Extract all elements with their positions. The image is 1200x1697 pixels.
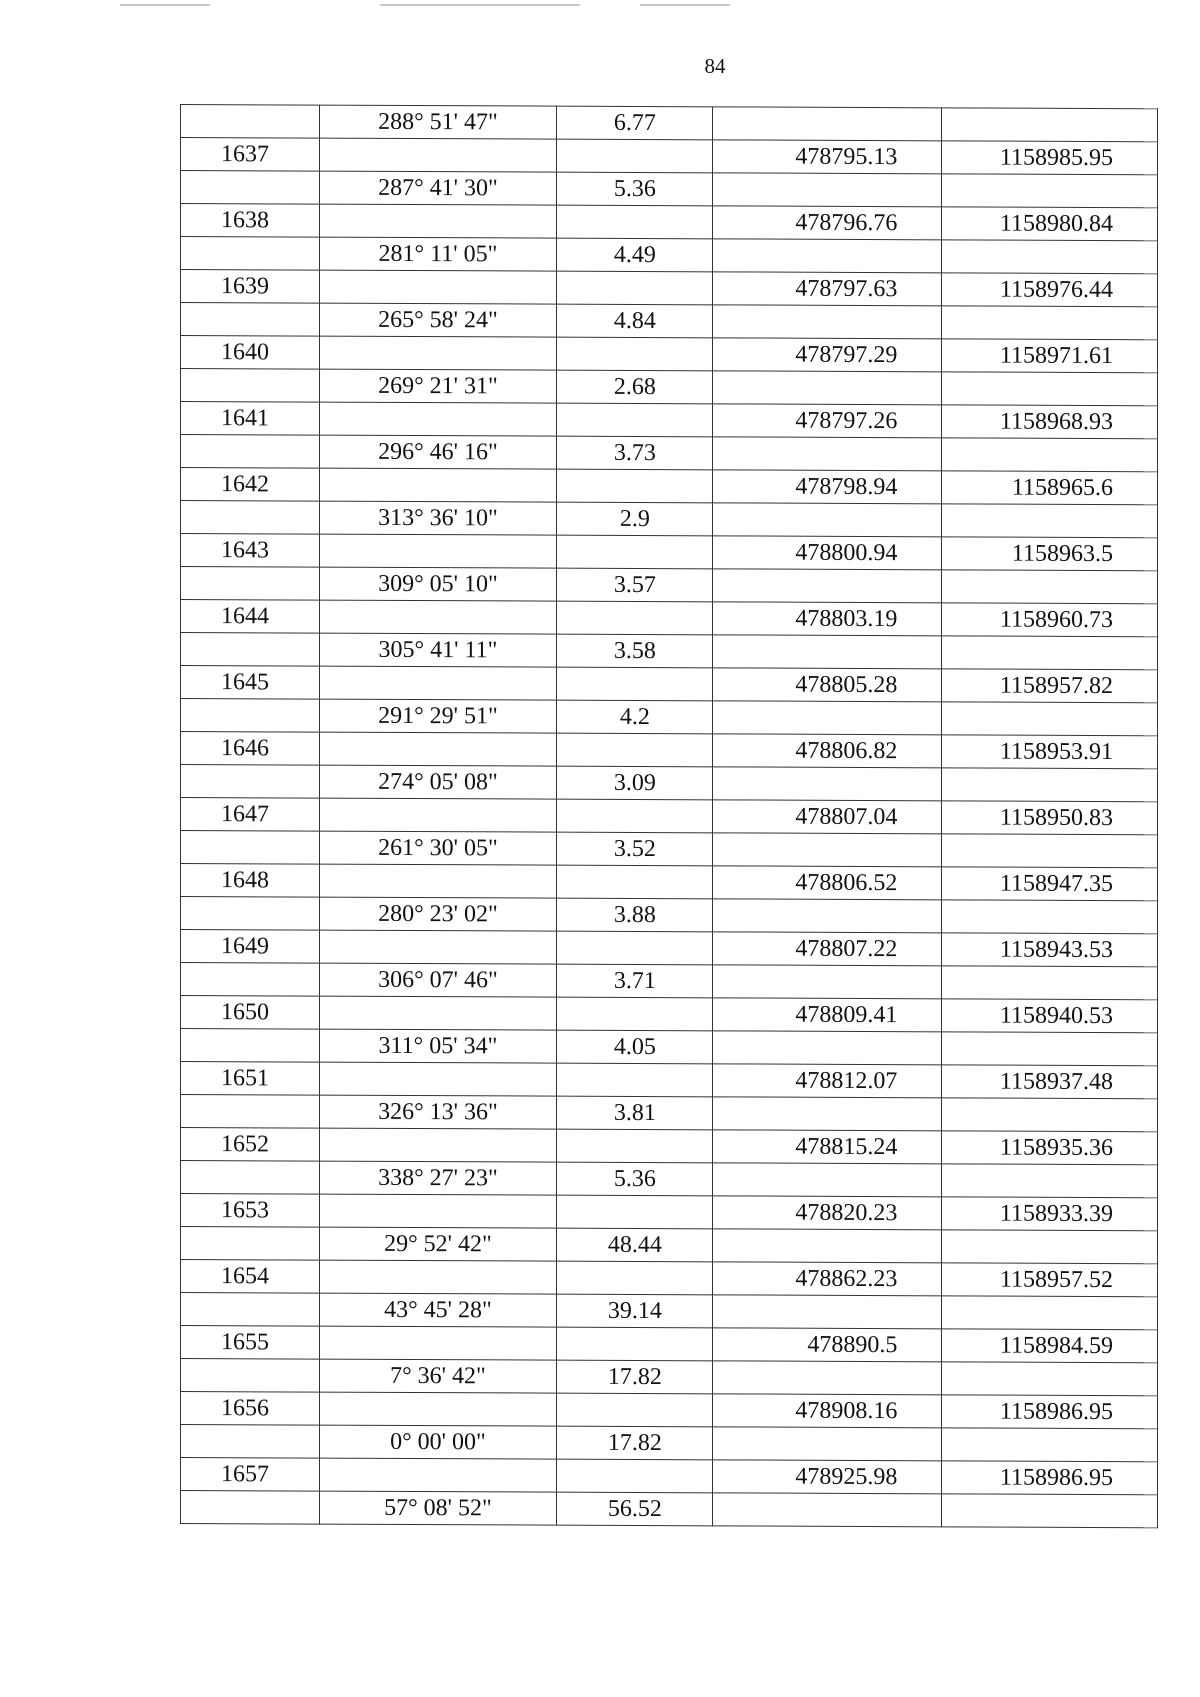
easting-cell: 1158957.52 bbox=[942, 1263, 1158, 1297]
northing-cell bbox=[713, 1295, 942, 1329]
bearing-cell: 29° 52' 42" bbox=[319, 1227, 557, 1261]
scan-artifact bbox=[640, 4, 730, 6]
bearing-cell bbox=[319, 1392, 557, 1426]
easting-cell: 1158986.95 bbox=[942, 1461, 1158, 1495]
distance-cell bbox=[557, 139, 713, 173]
easting-cell bbox=[942, 702, 1158, 736]
bearing-cell: 280° 23' 02" bbox=[319, 897, 557, 931]
point-row bbox=[181, 1062, 1158, 1099]
northing-cell bbox=[713, 1361, 942, 1395]
northing-cell: 478797.63 bbox=[713, 272, 942, 306]
easting-cell: 1158980.84 bbox=[942, 207, 1158, 241]
point-id-cell bbox=[181, 1227, 320, 1261]
distance-cell: 4.84 bbox=[557, 304, 713, 338]
distance-cell bbox=[557, 1393, 713, 1427]
point-row bbox=[181, 798, 1158, 835]
bearing-cell bbox=[319, 1128, 557, 1162]
leg-row bbox=[181, 1293, 1158, 1330]
point-id-cell: 1640 bbox=[181, 336, 320, 370]
bearing-cell bbox=[319, 930, 557, 964]
leg-row bbox=[181, 1029, 1158, 1066]
leg-row bbox=[181, 1095, 1158, 1132]
distance-cell: 4.49 bbox=[557, 238, 713, 272]
distance-cell: 3.71 bbox=[557, 964, 713, 998]
bearing-cell bbox=[319, 270, 557, 304]
leg-row bbox=[181, 303, 1158, 340]
distance-cell: 48.44 bbox=[557, 1228, 713, 1262]
bearing-cell: 261° 30' 05" bbox=[319, 831, 557, 865]
distance-cell: 3.88 bbox=[557, 898, 713, 932]
point-id-cell bbox=[181, 171, 320, 205]
northing-cell: 478925.98 bbox=[713, 1460, 942, 1494]
northing-cell: 478809.41 bbox=[713, 998, 942, 1032]
northing-cell: 478805.28 bbox=[713, 668, 942, 702]
leg-row bbox=[181, 105, 1158, 142]
northing-cell bbox=[713, 1229, 942, 1263]
point-row bbox=[181, 930, 1158, 967]
bearing-cell bbox=[319, 138, 557, 172]
distance-cell: 56.52 bbox=[557, 1492, 713, 1526]
bearing-cell: 265° 58' 24" bbox=[319, 303, 557, 337]
bearing-cell bbox=[319, 534, 557, 568]
distance-cell: 3.58 bbox=[557, 634, 713, 668]
distance-cell: 3.09 bbox=[557, 766, 713, 800]
point-id-cell: 1642 bbox=[181, 468, 320, 502]
bearing-cell: 291° 29' 51" bbox=[319, 699, 557, 733]
point-id-cell bbox=[181, 501, 320, 535]
easting-cell bbox=[942, 1230, 1158, 1264]
bearing-cell: 311° 05' 34" bbox=[319, 1029, 557, 1063]
leg-row bbox=[181, 369, 1158, 406]
easting-cell: 1158953.91 bbox=[942, 735, 1158, 769]
distance-cell bbox=[557, 1063, 713, 1097]
easting-cell bbox=[942, 966, 1158, 1000]
point-row bbox=[181, 1194, 1158, 1231]
easting-cell: 1158940.53 bbox=[942, 999, 1158, 1033]
bearing-cell: 305° 41' 11" bbox=[319, 633, 557, 667]
point-row bbox=[181, 996, 1158, 1033]
northing-cell bbox=[713, 1031, 942, 1065]
point-id-cell: 1644 bbox=[181, 600, 320, 634]
bearing-cell bbox=[319, 798, 557, 832]
easting-cell bbox=[942, 768, 1158, 802]
point-id-cell bbox=[181, 765, 320, 799]
northing-cell: 478908.16 bbox=[713, 1394, 942, 1428]
distance-cell: 4.05 bbox=[557, 1030, 713, 1064]
bearing-cell: 287° 41' 30" bbox=[319, 171, 557, 205]
point-id-cell: 1639 bbox=[181, 270, 320, 304]
northing-cell: 478797.26 bbox=[713, 404, 942, 438]
point-row bbox=[181, 204, 1158, 241]
point-id-cell: 1656 bbox=[181, 1392, 320, 1426]
point-id-cell: 1654 bbox=[181, 1260, 320, 1294]
bearing-cell: 274° 05' 08" bbox=[319, 765, 557, 799]
northing-cell bbox=[713, 833, 942, 867]
distance-cell bbox=[557, 205, 713, 239]
distance-cell: 17.82 bbox=[557, 1360, 713, 1394]
easting-cell: 1158937.48 bbox=[942, 1065, 1158, 1099]
easting-cell: 1158957.82 bbox=[942, 669, 1158, 703]
northing-cell: 478815.24 bbox=[713, 1130, 942, 1164]
easting-cell bbox=[942, 504, 1158, 538]
northing-cell bbox=[713, 1493, 942, 1527]
easting-cell bbox=[942, 1098, 1158, 1132]
distance-cell bbox=[557, 733, 713, 767]
point-id-cell: 1650 bbox=[181, 996, 320, 1030]
easting-cell bbox=[942, 306, 1158, 340]
easting-cell bbox=[942, 108, 1158, 142]
bearing-cell: 269° 21' 31" bbox=[319, 369, 557, 403]
northing-cell: 478795.13 bbox=[713, 140, 942, 174]
point-id-cell bbox=[181, 1359, 320, 1393]
point-row bbox=[181, 1458, 1158, 1495]
bearing-cell: 0° 00' 00" bbox=[319, 1425, 557, 1459]
point-id-cell bbox=[181, 1425, 320, 1459]
distance-cell bbox=[557, 799, 713, 833]
northing-cell bbox=[713, 635, 942, 669]
distance-cell bbox=[557, 469, 713, 503]
point-id-cell: 1651 bbox=[181, 1062, 320, 1096]
point-id-cell: 1649 bbox=[181, 930, 320, 964]
bearing-cell bbox=[319, 1326, 557, 1360]
easting-cell bbox=[942, 834, 1158, 868]
bearing-cell bbox=[319, 336, 557, 370]
distance-cell: 17.82 bbox=[557, 1426, 713, 1460]
northing-cell: 478797.29 bbox=[713, 338, 942, 372]
scan-artifact bbox=[120, 4, 210, 6]
bearing-cell: 57° 08' 52" bbox=[319, 1491, 557, 1525]
easting-cell bbox=[942, 1296, 1158, 1330]
northing-cell bbox=[713, 767, 942, 801]
northing-cell: 478806.82 bbox=[713, 734, 942, 768]
leg-row bbox=[181, 237, 1158, 274]
northing-cell: 478820.23 bbox=[713, 1196, 942, 1230]
easting-cell: 1158984.59 bbox=[942, 1329, 1158, 1363]
point-id-cell: 1652 bbox=[181, 1128, 320, 1162]
northing-cell bbox=[713, 1163, 942, 1197]
leg-row bbox=[181, 1425, 1158, 1462]
point-id-cell bbox=[181, 369, 320, 403]
distance-cell bbox=[557, 601, 713, 635]
northing-cell bbox=[713, 371, 942, 405]
easting-cell: 1158971.61 bbox=[942, 339, 1158, 373]
bearing-cell: 313° 36' 10" bbox=[319, 501, 557, 535]
point-row bbox=[181, 402, 1158, 439]
easting-cell bbox=[942, 900, 1158, 934]
northing-cell: 478800.94 bbox=[713, 536, 942, 570]
easting-cell bbox=[942, 1362, 1158, 1396]
northing-cell bbox=[713, 503, 942, 537]
easting-cell: 1158947.35 bbox=[942, 867, 1158, 901]
point-row bbox=[181, 1128, 1158, 1165]
easting-cell bbox=[942, 636, 1158, 670]
leg-row bbox=[181, 501, 1158, 538]
northing-cell bbox=[713, 1097, 942, 1131]
distance-cell bbox=[557, 865, 713, 899]
point-row bbox=[181, 1326, 1158, 1363]
bearing-cell bbox=[319, 732, 557, 766]
northing-cell: 478806.52 bbox=[713, 866, 942, 900]
distance-cell bbox=[557, 667, 713, 701]
page-number: 84 bbox=[704, 54, 726, 78]
distance-cell: 3.73 bbox=[557, 436, 713, 470]
northing-cell bbox=[713, 701, 942, 735]
easting-cell: 1158985.95 bbox=[942, 141, 1158, 175]
leg-row bbox=[181, 699, 1158, 736]
distance-cell: 5.36 bbox=[557, 172, 713, 206]
bearing-cell: 43° 45' 28" bbox=[319, 1293, 557, 1327]
distance-cell bbox=[557, 997, 713, 1031]
distance-cell bbox=[557, 271, 713, 305]
easting-cell: 1158943.53 bbox=[942, 933, 1158, 967]
leg-row bbox=[181, 171, 1158, 208]
northing-cell bbox=[713, 437, 942, 471]
point-id-cell bbox=[181, 963, 320, 997]
easting-cell bbox=[942, 174, 1158, 208]
point-id-cell bbox=[181, 1161, 320, 1195]
point-row bbox=[181, 1392, 1158, 1429]
bearing-cell bbox=[319, 402, 557, 436]
point-id-cell: 1637 bbox=[181, 138, 320, 172]
bearing-cell: 281° 11' 05" bbox=[319, 237, 557, 271]
leg-row bbox=[181, 831, 1158, 868]
distance-cell bbox=[557, 337, 713, 371]
bearing-cell: 338° 27' 23" bbox=[319, 1161, 557, 1195]
point-id-cell bbox=[181, 105, 320, 139]
point-id-cell: 1648 bbox=[181, 864, 320, 898]
point-row bbox=[181, 1260, 1158, 1297]
northing-cell: 478812.07 bbox=[713, 1064, 942, 1098]
leg-row bbox=[181, 897, 1158, 934]
distance-cell bbox=[557, 931, 713, 965]
bearing-cell: 306° 07' 46" bbox=[319, 963, 557, 997]
distance-cell bbox=[557, 1195, 713, 1229]
bearing-cell bbox=[319, 1062, 557, 1096]
point-id-cell bbox=[181, 699, 320, 733]
northing-cell bbox=[713, 899, 942, 933]
northing-cell: 478796.76 bbox=[713, 206, 942, 240]
point-id-cell bbox=[181, 435, 320, 469]
easting-cell: 1158933.39 bbox=[942, 1197, 1158, 1231]
table-body bbox=[181, 105, 1158, 1528]
bearing-cell bbox=[319, 1194, 557, 1228]
point-id-cell: 1646 bbox=[181, 732, 320, 766]
distance-cell bbox=[557, 1327, 713, 1361]
bearing-cell: 309° 05' 10" bbox=[319, 567, 557, 601]
distance-cell bbox=[557, 403, 713, 437]
leg-row bbox=[181, 963, 1158, 1000]
bearing-cell bbox=[319, 864, 557, 898]
bearing-cell bbox=[319, 468, 557, 502]
northing-cell bbox=[713, 965, 942, 999]
point-row bbox=[181, 534, 1158, 571]
leg-row bbox=[181, 1227, 1158, 1264]
easting-cell: 1158976.44 bbox=[942, 273, 1158, 307]
easting-cell: 1158960.73 bbox=[942, 603, 1158, 637]
distance-cell: 4.2 bbox=[557, 700, 713, 734]
point-id-cell bbox=[181, 1491, 320, 1525]
scan-artifact bbox=[380, 4, 580, 6]
northing-cell: 478807.04 bbox=[713, 800, 942, 834]
northing-cell bbox=[713, 107, 942, 141]
bearing-cell bbox=[319, 1458, 557, 1492]
point-id-cell bbox=[181, 303, 320, 337]
leg-row bbox=[181, 1359, 1158, 1396]
survey-table bbox=[180, 104, 1158, 1528]
distance-cell: 2.68 bbox=[557, 370, 713, 404]
bearing-cell bbox=[319, 204, 557, 238]
easting-cell: 1158935.36 bbox=[942, 1131, 1158, 1165]
point-id-cell: 1647 bbox=[181, 798, 320, 832]
distance-cell bbox=[557, 1459, 713, 1493]
northing-cell bbox=[713, 569, 942, 603]
leg-row bbox=[181, 567, 1158, 604]
point-id-cell: 1638 bbox=[181, 204, 320, 238]
easting-cell bbox=[942, 1164, 1158, 1198]
distance-cell: 2.9 bbox=[557, 502, 713, 536]
point-row bbox=[181, 468, 1158, 505]
distance-cell: 3.52 bbox=[557, 832, 713, 866]
distance-cell: 3.81 bbox=[557, 1096, 713, 1130]
distance-cell bbox=[557, 535, 713, 569]
distance-cell bbox=[557, 1261, 713, 1295]
northing-cell: 478807.22 bbox=[713, 932, 942, 966]
easting-cell bbox=[942, 1032, 1158, 1066]
point-id-cell bbox=[181, 567, 320, 601]
point-id-cell bbox=[181, 237, 320, 271]
northing-cell: 478798.94 bbox=[713, 470, 942, 504]
bearing-cell bbox=[319, 600, 557, 634]
northing-cell: 478890.5 bbox=[713, 1328, 942, 1362]
distance-cell: 5.36 bbox=[557, 1162, 713, 1196]
point-id-cell bbox=[181, 1293, 320, 1327]
easting-cell bbox=[942, 1494, 1158, 1528]
point-id-cell bbox=[181, 897, 320, 931]
point-id-cell bbox=[181, 831, 320, 865]
bearing-cell bbox=[319, 666, 557, 700]
easting-cell: 1158950.83 bbox=[942, 801, 1158, 835]
point-id-cell: 1643 bbox=[181, 534, 320, 568]
point-row bbox=[181, 864, 1158, 901]
bearing-cell: 7° 36' 42" bbox=[319, 1359, 557, 1393]
easting-cell bbox=[942, 438, 1158, 472]
bearing-cell: 288° 51' 47" bbox=[319, 105, 557, 139]
easting-cell bbox=[942, 372, 1158, 406]
northing-cell bbox=[713, 305, 942, 339]
distance-cell: 6.77 bbox=[557, 106, 713, 140]
distance-cell: 3.57 bbox=[557, 568, 713, 602]
northing-cell bbox=[713, 239, 942, 273]
distance-cell: 39.14 bbox=[557, 1294, 713, 1328]
bearing-cell: 296° 46' 16" bbox=[319, 435, 557, 469]
easting-cell: 1158986.95 bbox=[942, 1395, 1158, 1429]
easting-cell: 1158965.6 bbox=[942, 471, 1158, 505]
easting-cell bbox=[942, 240, 1158, 274]
point-id-cell: 1645 bbox=[181, 666, 320, 700]
distance-cell bbox=[557, 1129, 713, 1163]
point-row bbox=[181, 666, 1158, 703]
northing-cell bbox=[713, 1427, 942, 1461]
leg-row bbox=[181, 435, 1158, 472]
leg-row bbox=[181, 1161, 1158, 1198]
point-id-cell: 1655 bbox=[181, 1326, 320, 1360]
easting-cell: 1158963.5 bbox=[942, 537, 1158, 571]
leg-row bbox=[181, 1491, 1158, 1528]
point-id-cell bbox=[181, 1095, 320, 1129]
point-row bbox=[181, 336, 1158, 373]
bearing-cell bbox=[319, 996, 557, 1030]
easting-cell bbox=[942, 570, 1158, 604]
northing-cell: 478803.19 bbox=[713, 602, 942, 636]
point-row bbox=[181, 270, 1158, 307]
point-row bbox=[181, 138, 1158, 175]
point-id-cell: 1657 bbox=[181, 1458, 320, 1492]
point-row bbox=[181, 600, 1158, 637]
easting-cell: 1158968.93 bbox=[942, 405, 1158, 439]
easting-cell bbox=[942, 1428, 1158, 1462]
point-row bbox=[181, 732, 1158, 769]
point-id-cell bbox=[181, 1029, 320, 1063]
point-id-cell: 1641 bbox=[181, 402, 320, 436]
bearing-cell bbox=[319, 1260, 557, 1294]
point-id-cell: 1653 bbox=[181, 1194, 320, 1228]
leg-row bbox=[181, 633, 1158, 670]
point-id-cell bbox=[181, 633, 320, 667]
leg-row bbox=[181, 765, 1158, 802]
northing-cell bbox=[713, 173, 942, 207]
northing-cell: 478862.23 bbox=[713, 1262, 942, 1296]
bearing-cell: 326° 13' 36" bbox=[319, 1095, 557, 1129]
